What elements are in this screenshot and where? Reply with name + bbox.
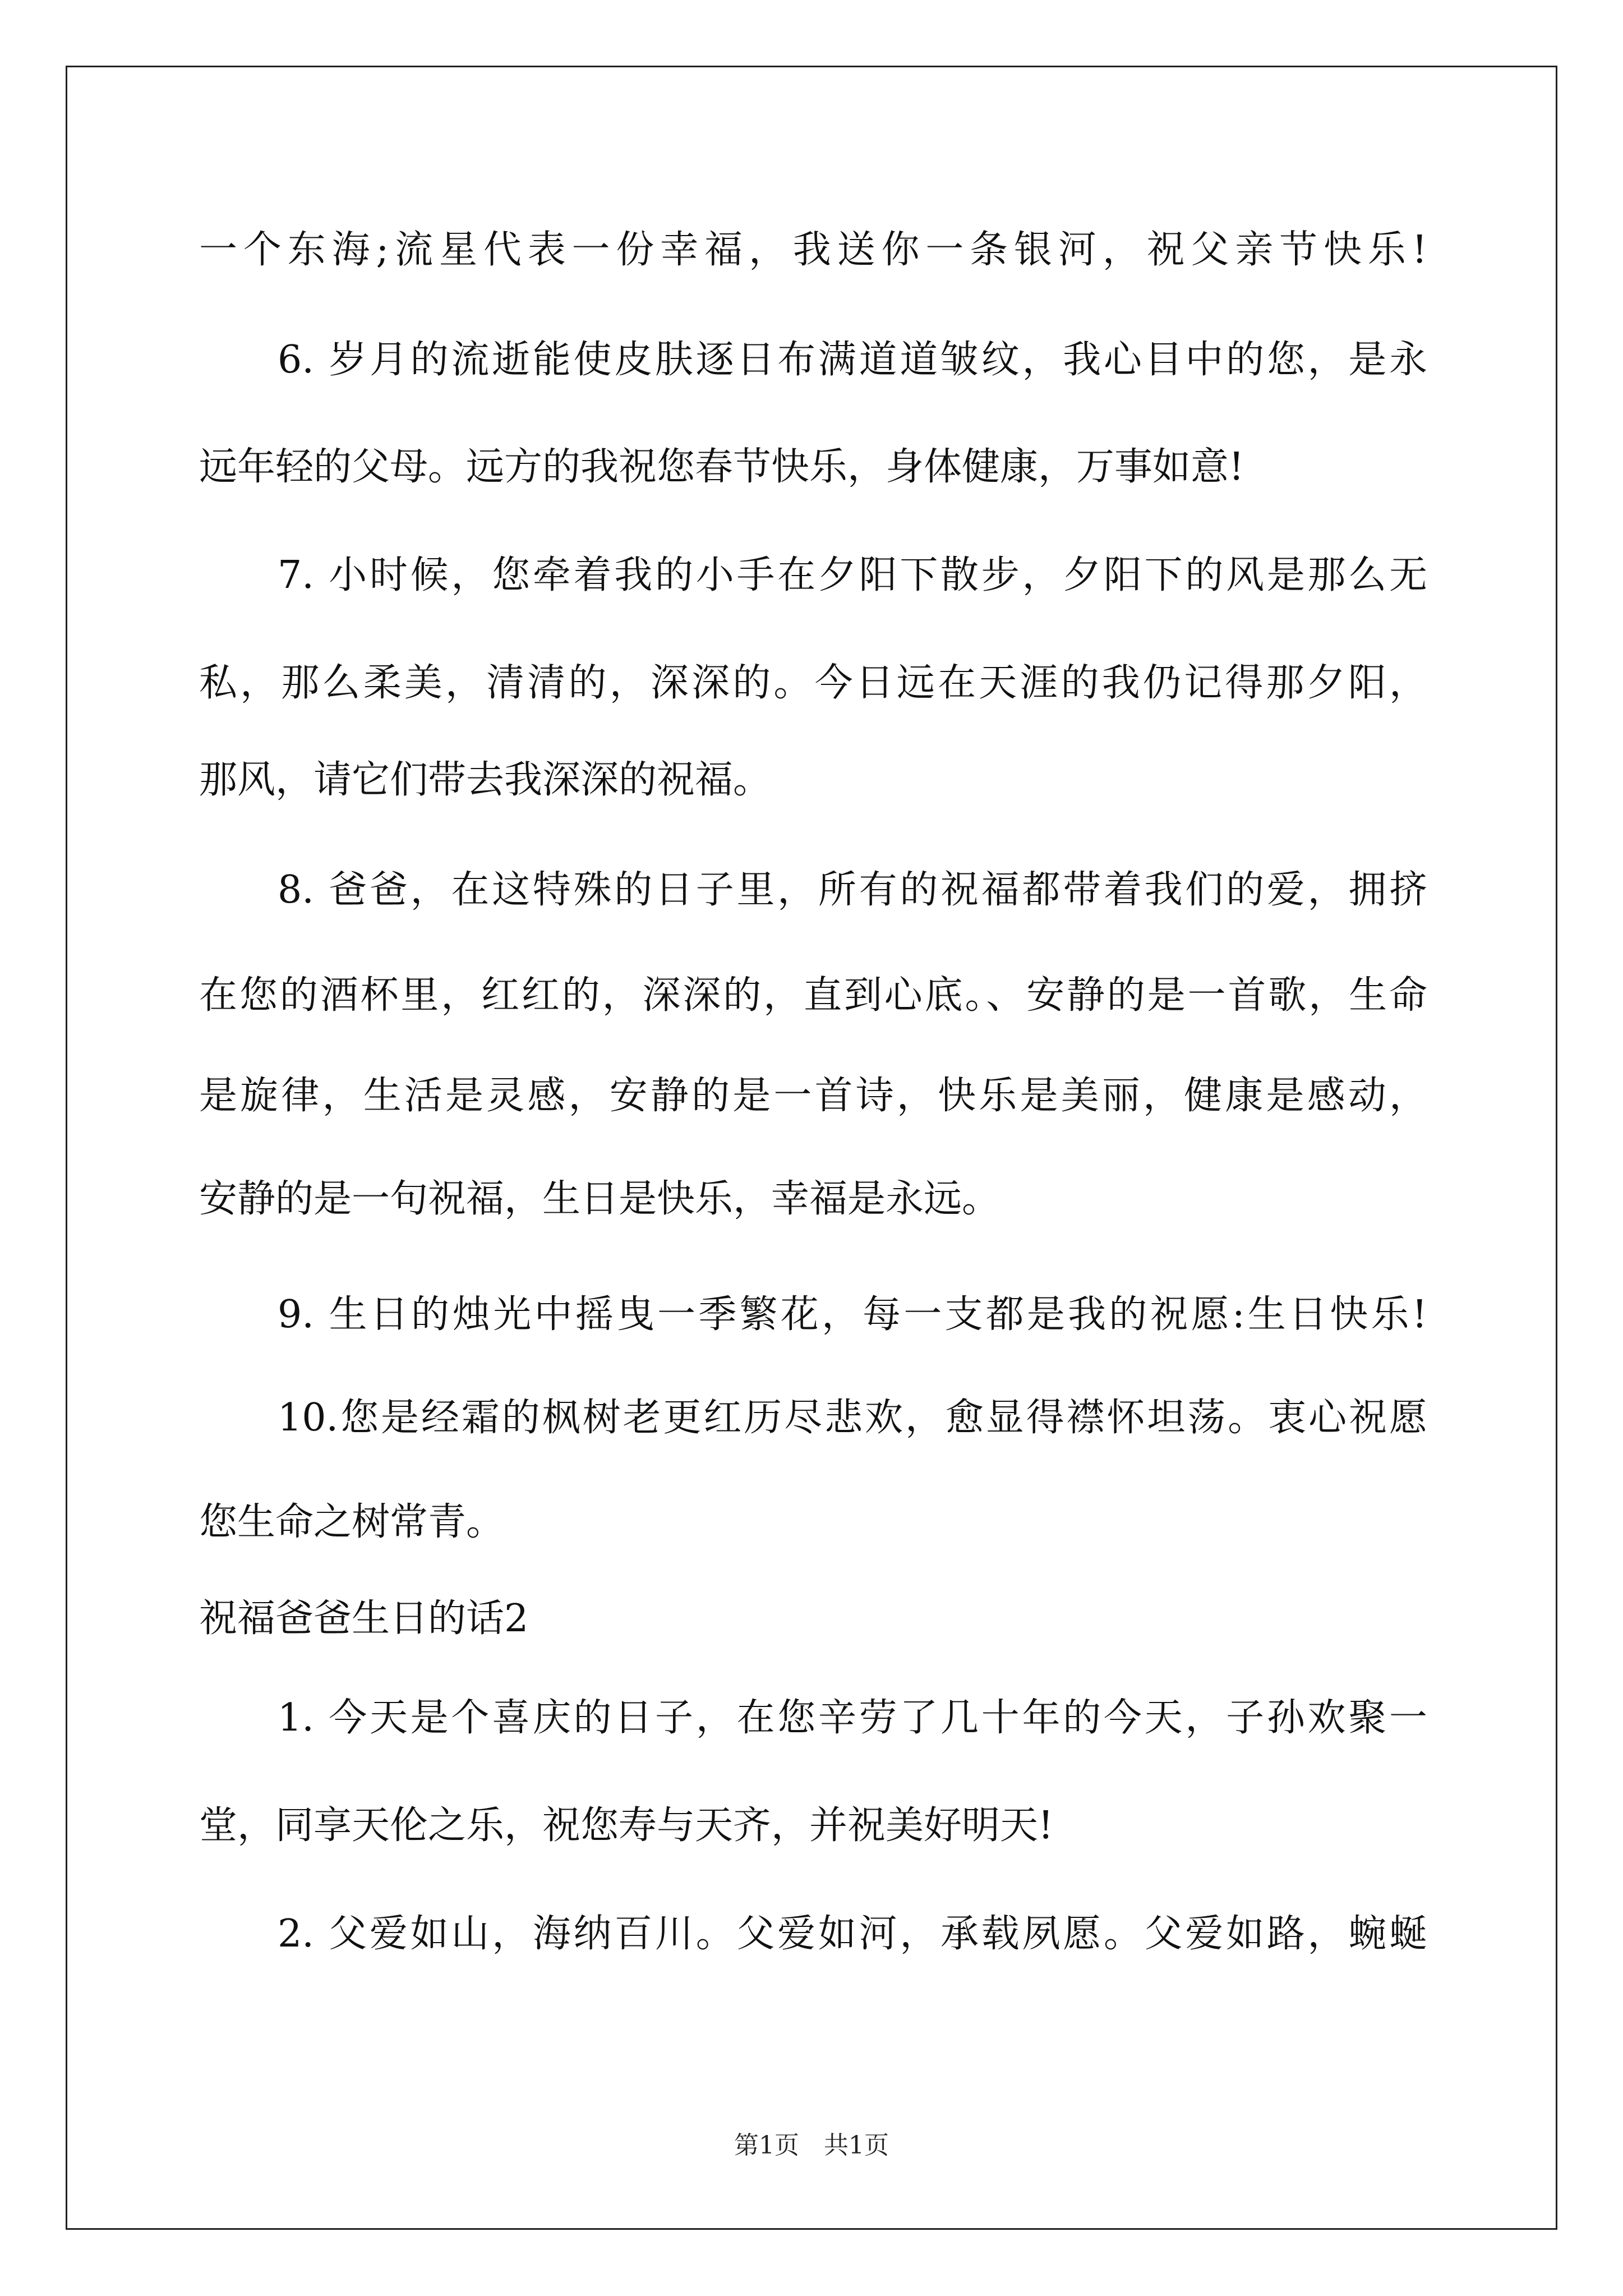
- text-line: 堂，同享天伦之乐，祝您寿与天齐，并祝美好明天!: [199, 1803, 1054, 1848]
- text-line: 1. 今天是个喜庆的日子，在您辛劳了几十年的今天，子孙欢聚一: [278, 1696, 1427, 1740]
- text-line: 远年轻的父母。远方的我祝您春节快乐，身体健康，万事如意!: [199, 445, 1244, 489]
- text-line: 安静的是一句祝福，生日是快乐，幸福是永远。: [199, 1177, 1000, 1221]
- text-line: 那风，请它们带去我深深的祝福。: [199, 758, 772, 802]
- page-footer: 第1页 共1页: [734, 2131, 889, 2160]
- text-line: 一个东海;流星代表一份幸福，我送你一条银河，祝父亲节快乐!: [199, 228, 1427, 272]
- text-line: 私，那么柔美，清清的，深深的。今日远在天涯的我仍记得那夕阳，: [199, 661, 1427, 705]
- text-line: 8. 爸爸，在这特殊的日子里，所有的祝福都带着我们的爱，拥挤: [278, 868, 1427, 912]
- text-line: 6. 岁月的流逝能使皮肤逐日布满道道皱纹，我心目中的您，是永: [278, 338, 1427, 382]
- text-line: 在您的酒杯里，红红的，深深的，直到心底。、安静的是一首歌，生命: [199, 973, 1427, 1018]
- text-line: 是旋律，生活是灵感，安静的是一首诗，快乐是美丽，健康是感动，: [199, 1074, 1427, 1118]
- text-line: 2. 父爱如山，海纳百川。父爱如河，承载夙愿。父爱如路，蜿蜒: [278, 1912, 1427, 1956]
- text-line: 9. 生日的烛光中摇曳一季繁花，每一支都是我的祝愿:生日快乐!: [278, 1292, 1427, 1337]
- section-heading: 祝福爸爸生日的话2: [199, 1596, 529, 1641]
- text-line: 7. 小时候，您牵着我的小手在夕阳下散步，夕阳下的风是那么无: [278, 553, 1427, 597]
- page-border: [66, 66, 1557, 2230]
- text-line: 您生命之树常青。: [199, 1500, 505, 1544]
- text-line: 10.您是经霜的枫树老更红历尽悲欢，愈显得襟怀坦荡。衷心祝愿: [278, 1396, 1427, 1440]
